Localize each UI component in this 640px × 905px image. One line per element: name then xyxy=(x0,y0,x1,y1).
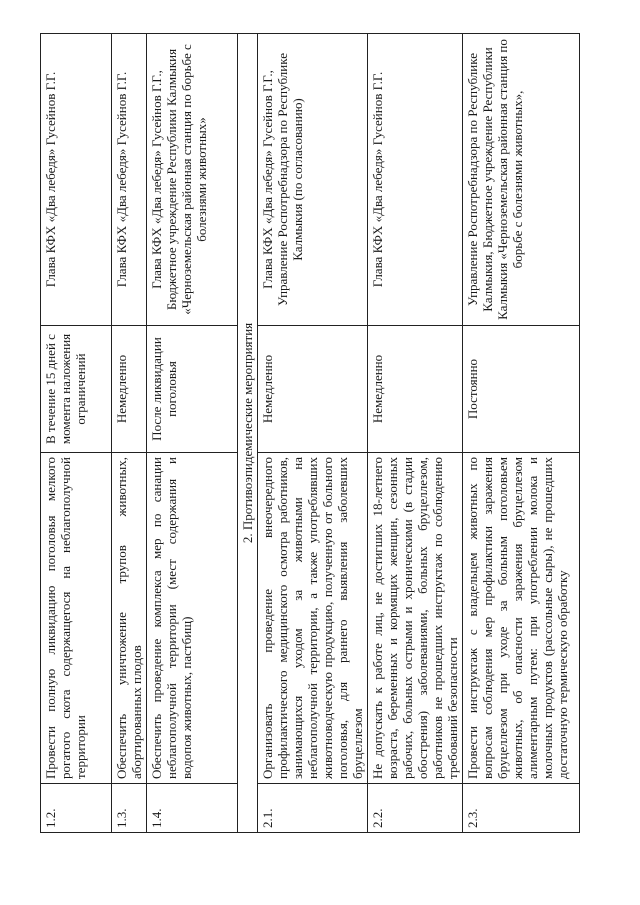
row-executor: Глава КФХ «Два лебедя» Гусейнов Г.Г., Бюджетное учреждение Республики Калмыкия «Черноземельская районная станция по борьбе с болезнями животных» xyxy=(147,34,238,326)
row-executor: Глава КФХ «Два лебедя» Гусейнов Г.Г. xyxy=(112,34,147,326)
section-header-row xyxy=(238,34,258,833)
row-number: 2.3. xyxy=(463,784,580,833)
row-executor: Глава КФХ «Два лебедя» Гусейнов Г.Г. xyxy=(368,34,463,326)
row-action: Организовать проведение внеочередного профилактического медицинского осмотра работников, занимающихся уходом за животными на неблагополучной территории, а также употреблявших животноводческую продукцию, полученную от больного поголовья, для раннего выявления заболевших бруцеллезом xyxy=(258,453,368,784)
row-number: 2.1. xyxy=(258,784,368,833)
section-title: 2. Противоэпидемические мероприятия xyxy=(238,34,258,833)
row-term: После ликвидации поголовья xyxy=(147,326,238,453)
table-row xyxy=(41,34,112,833)
row-number: 2.2. xyxy=(368,784,463,833)
row-number: 1.2. xyxy=(41,784,112,833)
row-term: Немедленно xyxy=(258,326,368,453)
table-row xyxy=(258,34,368,833)
row-executor: Глава КФХ «Два лебедя» Гусейнов Г.Г., Управление Роспотребнадзора по Республике Калмыкия (по согласованию) xyxy=(258,34,368,326)
row-executor: Управление Роспотребнадзора по Республике Калмыкия, Бюджетное учреждение Республики Калмыкия «Черноземельская районная станция по борьбе с болезнями животных», xyxy=(463,34,580,326)
row-action: Провести полную ликвидацию поголовья мелкого рогатого скота содержащегося на неблагополучной территории xyxy=(41,453,112,784)
row-number: 1.3. xyxy=(112,784,147,833)
row-term: Постоянно xyxy=(463,326,580,453)
row-action: Обеспечить проведение комплекса мер по санации неблагополучной территории (мест содержания и водопоя животных, пастбищ) xyxy=(147,453,238,784)
row-term: Немедленно xyxy=(368,326,463,453)
row-action: Обеспечить уничтожение трупов животных, абортированных плодов xyxy=(112,453,147,784)
table-row xyxy=(112,34,147,833)
table-row xyxy=(368,34,463,833)
row-term: Немедленно xyxy=(112,326,147,453)
row-executor: Глава КФХ «Два лебедя» Гусейнов Г.Г. xyxy=(41,34,112,326)
row-action: Провести инструктаж с владельцем животных по вопросам соблюдения мер профилактики заражения бруцеллезом при уходе за больным поголовьем животных, об опасности заражения бруцеллезом алиментарным путем: при употреблении молока и молочных продуктов (рассольные сыры), не прошедших достаточную термическую обработку xyxy=(463,453,580,784)
row-term: В течение 15 дней с момента наложения ограничений xyxy=(41,326,112,453)
table-row xyxy=(463,34,580,833)
table-row xyxy=(147,34,238,833)
row-number: 1.4. xyxy=(147,784,238,833)
measures-table xyxy=(40,33,580,833)
row-action: Не допускать к работе лиц, не достигших 18-летнего возраста, беременных и кормящих женщин, сезонных рабочих, больных острыми и хроническими (в стадии обострения) заболеваниями, больных бруцеллезом, работников не прошедших инструктаж по соблюдению требований безопасности xyxy=(368,453,463,784)
